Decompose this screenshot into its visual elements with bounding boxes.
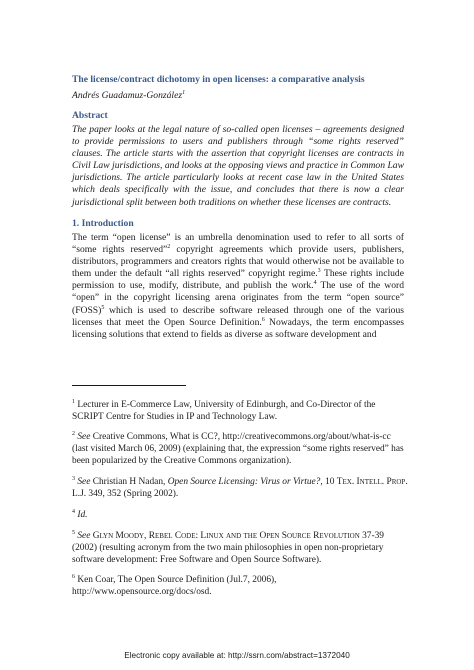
footnote-text: Christian H Nadan, [90,477,168,487]
page-footer: Electronic copy available at: http://ssrn.com/abstract=1372040 [124,651,350,660]
introduction-heading: 1. Introduction [72,218,134,229]
footnote-signal: See [77,531,91,541]
author-footnote-ref[interactable]: 1 [182,90,186,96]
footnote-2 [72,432,408,467]
footnote-number: 2 [72,430,75,437]
footnote-number: 6 [72,573,75,580]
footnote-ref-6[interactable]: 6 [261,316,265,323]
footnote-ref-3[interactable]: 3 [317,268,321,275]
intro-text-2: copyright agreements which provide users, publishers, distributors, programmers and creators rights that would otherwise not be available to them under the default “all rights reserved” copyright regime. [72,244,404,280]
footnote-signal: See [77,477,91,487]
intro-text-1: The term “open license” is an umbrella denomination used to refer to all sorts of “some rights reserved” [72,232,404,256]
footnote-number: 1 [72,398,75,405]
intro-text-5: which is used to describe software released through one of the various licenses that meet the Open Source Definition. [72,304,404,328]
footnote-signal: See [77,432,91,442]
footnote-journal: Tex. Intell. Prop. L.J. [72,477,408,499]
footnote-5 [72,531,408,566]
footnote-id: Id. [77,510,88,520]
footnote-number: 4 [72,508,75,515]
abstract-text: The paper looks at the legal nature of so-called open licenses – agreements designed to provide permissions to users and publishers through “some rights reserved” clauses. The article starts with the assertion that copyright licenses are contracts in Civil Law jurisdictions, and looks at the opposing views and practice in Common Law jurisdictions. The article particularly looks at recent case law in the United States which deals specifically with the issue, and concludes that there is now a clear jurisdictional split between both traditions on whether these licenses are contracts. [72,124,404,208]
abstract-heading: Abstract [72,110,108,121]
footnote-ref-4[interactable]: 4 [313,280,317,287]
footnote-number: 3 [72,475,75,482]
footnote-separator [72,385,186,386]
footnote-book: Glyn Moody, Rebel Code: Linux and the Open Source Revolution [92,531,360,541]
footnote-text: Ken Coar, The Open Source Definition (Jul.7, 2006), http://www.opensource.org/docs/osd. [72,575,277,597]
author-name: Andrés Guadamuz-González [72,90,183,102]
footnote-article-title: Open Source Licensing: Virus or Virtue? [167,477,321,487]
footnote-number: 5 [72,529,75,536]
intro-text-4: The use of the word “open” in the copyright licensing arena originates from the term “open source” (FOSS) [72,280,405,316]
paper-title: The license/contract dichotomy in open licenses: a comparative analysis [72,74,365,85]
author-line [72,87,404,102]
intro-text-6: Nowadays, the term encompasses licensing solutions that extend to fields as diverse as software development and [72,316,404,340]
intro-text-3: These rights include permission to use, modify, distribute, and publish the work. [72,268,404,292]
footnote-text: Creative Commons, What is CC?, http://creativecommons.org/about/what-is-cc (last visited March 06, 2009) (explaining that, the expression “some rights reserved” has been popularized by the Creative Commons organization). [72,432,404,466]
footnote-6 [72,575,408,599]
footnote-3 [72,477,408,501]
footnote-1 [72,400,408,424]
footnote-text: , 10 [320,477,337,487]
footnote-text: Lecturer in E-Commerce Law, University of Edinburgh, and Co-Director of the SCRIPT Centre for Studies in IP and Technology Law. [72,400,376,422]
footnote-ref-5[interactable]: 5 [101,304,105,311]
introduction-paragraph [72,232,404,341]
footnote-ref-2[interactable]: 2 [167,243,171,250]
footnote-text: 37-39 (2002) (resulting acronym from the two main philosophies in open non-proprietary software development: Free Software and Open Source Software). [72,531,384,565]
footnote-4 [72,510,408,522]
footnote-text: 349, 352 (Spring 2002). [86,488,179,499]
